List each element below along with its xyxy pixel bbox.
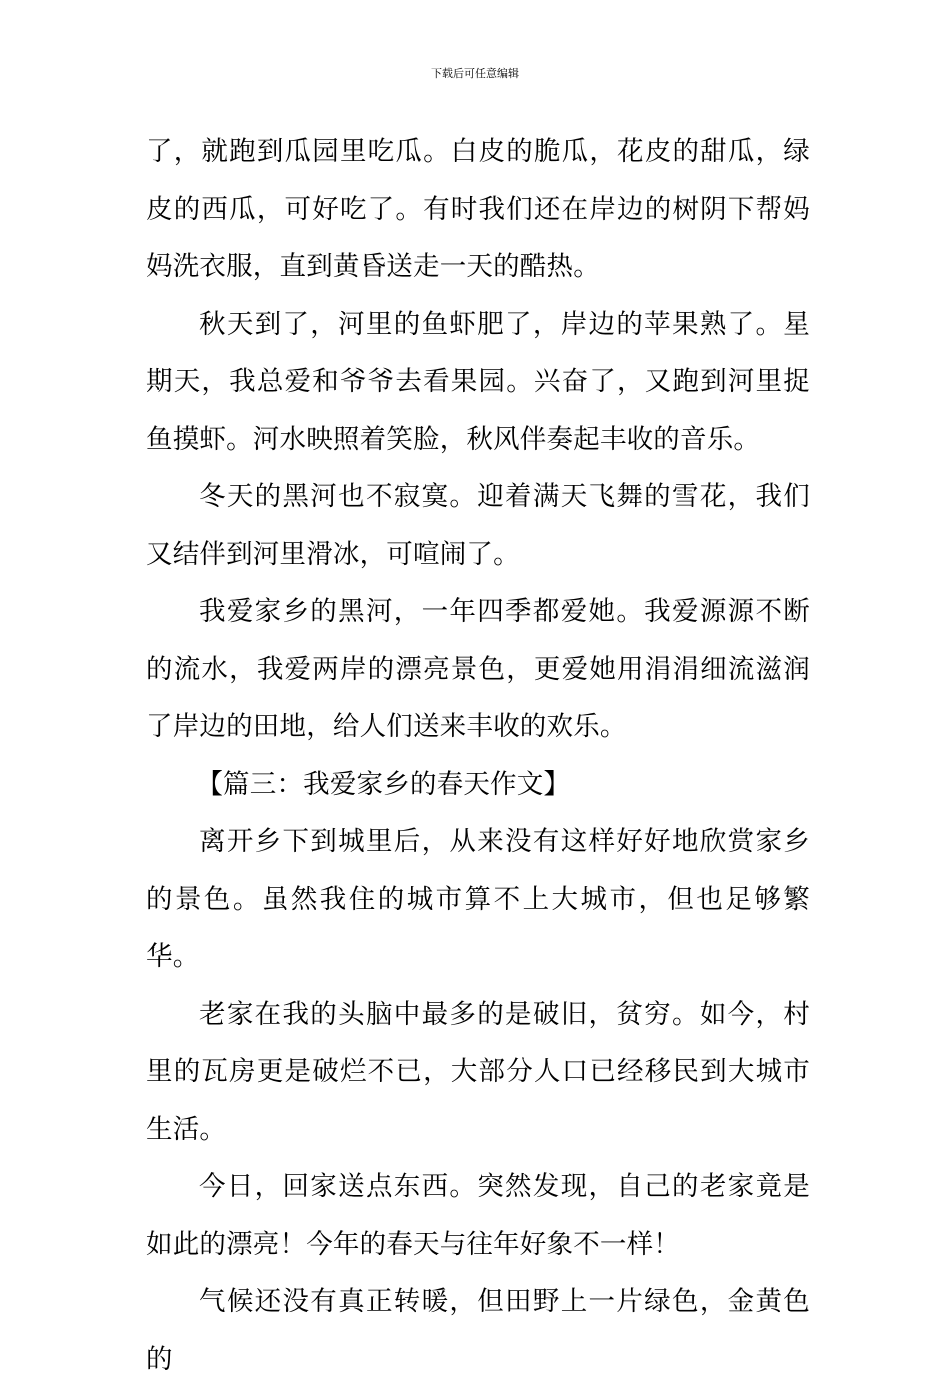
paragraph-climate: 气候还没有真正转暖，但田野上一片绿色，金黄色的 xyxy=(146,1286,810,1375)
section-heading: 【篇三：我爱家乡的春天作文】 xyxy=(196,768,571,800)
page-header: 下载后可任意编辑 xyxy=(431,67,519,80)
paragraph-today: 今日，回家送点东西。突然发现，自己的老家竟是如此的漂亮！今年的春天与往年好象不一样！ xyxy=(146,1171,810,1260)
paragraph-love-river: 我爱家乡的黑河，一年四季都爱她。我爱源源不断的流水，我爱两岸的漂亮景色，更爱她用涓涓细流滋润了岸边的田地，给人们送来丰收的欢乐。 xyxy=(146,596,810,742)
paragraph-continued: 了，就跑到瓜园里吃瓜。白皮的脆瓜，花皮的甜瓜，绿皮的西瓜，可好吃了。有时我们还在岸边的树阴下帮妈妈洗衣服，直到黄昏送走一天的酷热。 xyxy=(146,136,810,282)
paragraph-leaving-village: 离开乡下到城里后，从来没有这样好好地欣赏家乡的景色。虽然我住的城市算不上大城市，但也足够繁华。 xyxy=(146,826,810,972)
paragraph-winter: 冬天的黑河也不寂寞。迎着满天飞舞的雪花，我们又结伴到河里滑冰，可喧闹了。 xyxy=(146,481,810,570)
paragraph-autumn: 秋天到了，河里的鱼虾肥了，岸边的苹果熟了。星期天，我总爱和爷爷去看果园。兴奋了，又跑到河里捉鱼摸虾。河水映照着笑脸，秋风伴奏起丰收的音乐。 xyxy=(146,308,810,455)
document-body xyxy=(146,123,810,1388)
paragraph-old-home: 老家在我的头脑中最多的是破旧，贫穷。如今，村里的瓦房更是破烂不已，大部分人口已经移民到大城市生活。 xyxy=(146,998,810,1145)
